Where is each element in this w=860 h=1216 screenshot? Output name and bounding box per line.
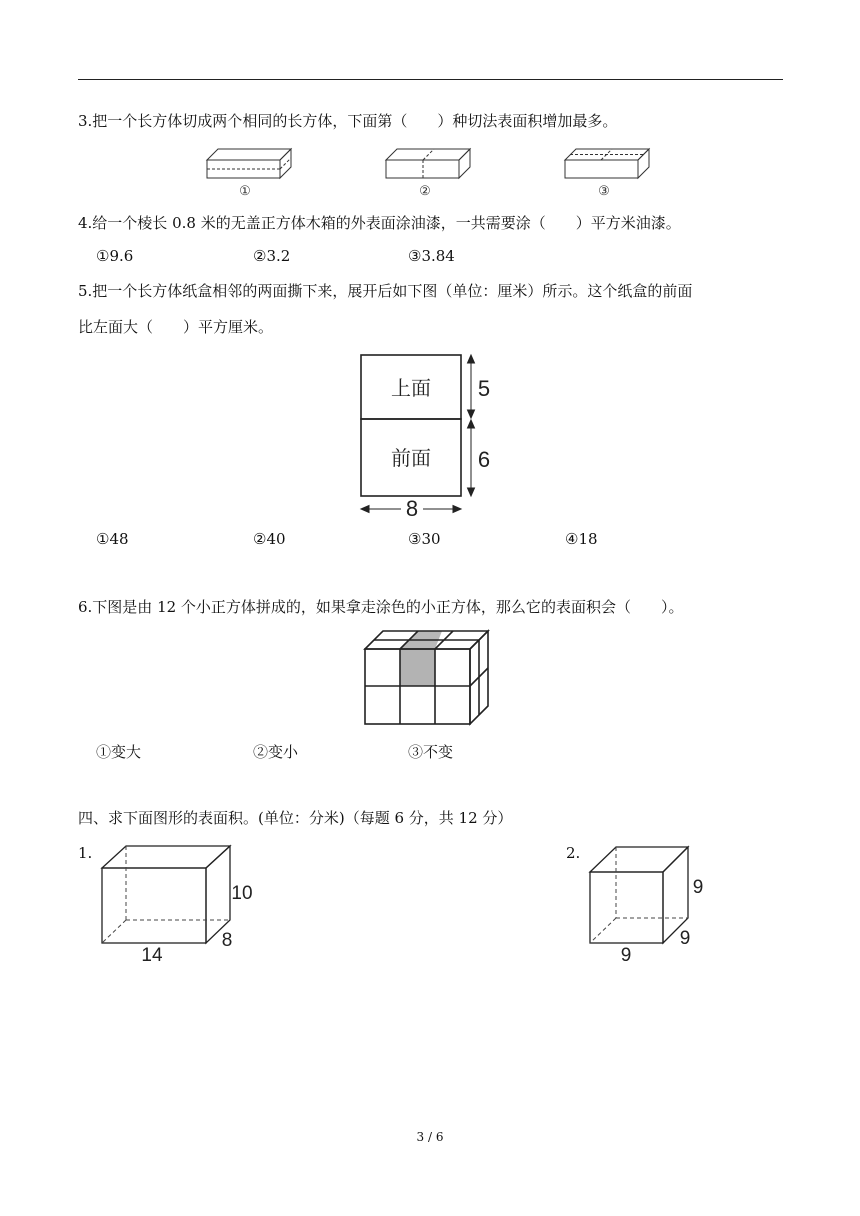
dim-top-height: 5 bbox=[477, 376, 491, 401]
dim-front-height: 6 bbox=[477, 447, 491, 472]
top-face-label: 上面 bbox=[391, 378, 431, 400]
fig1-width: 8 bbox=[221, 930, 233, 951]
q4-option-2: ②3.2 bbox=[253, 247, 291, 265]
q4-option-3: ③3.84 bbox=[408, 247, 455, 265]
q5-option-3: ③30 bbox=[408, 530, 441, 548]
q6-option-1: ①变大 bbox=[96, 743, 142, 761]
q3-figure-3 bbox=[560, 140, 660, 202]
fig2-label: 2. bbox=[566, 844, 581, 862]
q4-option-1: ①9.6 bbox=[96, 247, 134, 265]
cuboid-figure-1 bbox=[96, 840, 266, 970]
q5-option-1: ①48 bbox=[96, 530, 129, 548]
q3-figure-2-label: ② bbox=[419, 184, 431, 199]
front-face-label: 前面 bbox=[391, 448, 431, 470]
q6-text: 6.下图是由 12 个小正方体拼成的，如果拿走涂色的小正方体，那么它的表面积会（ ）。 bbox=[78, 598, 684, 616]
fig1-length: 14 bbox=[141, 945, 163, 966]
q3-text: 3.把一个长方体切成两个相同的长方体，下面第（ ）种切法表面积增加最多。 bbox=[78, 112, 618, 130]
q6-cube-figure bbox=[358, 627, 498, 732]
q3-figure-1 bbox=[200, 140, 300, 202]
q5-text-line-2: 比左面大（ ）平方厘米。 bbox=[78, 318, 274, 336]
q3-figure-3-label: ③ bbox=[598, 184, 610, 199]
dim-width: 8 bbox=[405, 496, 419, 520]
fig1-height: 10 bbox=[231, 883, 253, 904]
q5-option-2: ②40 bbox=[253, 530, 286, 548]
fig2-height: 9 bbox=[692, 877, 704, 898]
q5-text-line-1: 5.把一个长方体纸盒相邻的两面撕下来，展开后如下图（单位：厘米）所示。这个纸盒的前面 bbox=[78, 282, 693, 300]
q4-text: 4.给一个棱长 0.8 米的无盖正方体木箱的外表面涂油漆，一共需要涂（ ）平方米油漆。 bbox=[78, 214, 681, 232]
section4-heading: 四、求下面图形的表面积。(单位：分米)（每题 6 分，共 12 分） bbox=[78, 809, 513, 827]
q5-net-figure bbox=[354, 352, 494, 520]
q6-option-3: ③不变 bbox=[408, 743, 454, 761]
fig2-width: 9 bbox=[679, 928, 691, 949]
q3-figure-1-label: ① bbox=[239, 184, 251, 199]
fig2-length: 9 bbox=[620, 945, 632, 966]
page-number: 3 / 6 bbox=[416, 1130, 444, 1144]
header-rule bbox=[78, 79, 783, 80]
q5-option-4: ④18 bbox=[565, 530, 598, 548]
q3-figure-2 bbox=[380, 140, 480, 202]
cuboid-figure-2 bbox=[584, 840, 714, 970]
fig1-label: 1. bbox=[78, 844, 93, 862]
q6-option-2: ②变小 bbox=[253, 743, 299, 761]
